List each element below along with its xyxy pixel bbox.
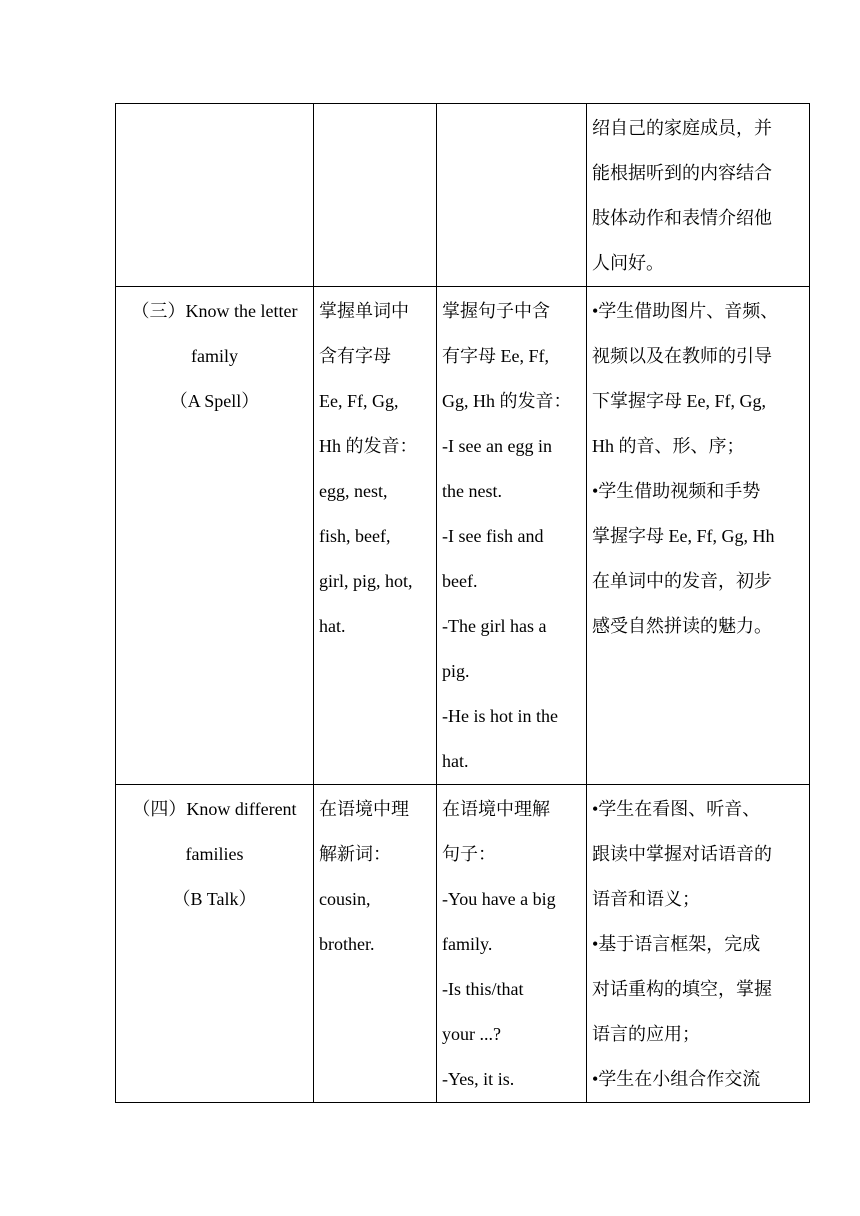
text-line: 肢体动作和表情介绍他: [592, 208, 772, 228]
text-line: your ...?: [442, 1024, 501, 1044]
text-line: -Is this/that: [442, 979, 524, 999]
text-line: •学生借助图片、音频、: [592, 301, 779, 321]
text-line: pig.: [442, 661, 470, 681]
text-line: the nest.: [442, 481, 502, 501]
text-line: 人问好。: [592, 253, 664, 273]
text-line: Gg, Hh 的发音：: [442, 391, 572, 411]
text-line: 解新词：: [319, 844, 391, 864]
stage-title: （三）Know the letter: [131, 301, 298, 321]
text-line: •学生在看图、听音、: [592, 799, 761, 819]
stage-subtitle: （A Spell）: [169, 391, 260, 411]
text-line: •学生借助视频和手势: [592, 481, 761, 501]
stage-title: family: [191, 346, 238, 366]
word-goal-cell: [314, 104, 437, 287]
table-row: [116, 785, 810, 1103]
text-line: Hh 的音、形、序；: [592, 436, 745, 456]
activity-cell: [587, 785, 810, 1103]
text-line: Hh 的发音：: [319, 436, 418, 456]
text-line: -I see fish and: [442, 526, 544, 546]
text-line: beef.: [442, 571, 478, 591]
text-line: 下掌握字母 Ee, Ff, Gg,: [592, 391, 766, 411]
text-line: hat.: [319, 616, 346, 636]
stage-cell: [116, 287, 314, 785]
text-line: 掌握字母 Ee, Ff, Gg, Hh: [592, 526, 775, 546]
text-line: 掌握单词中: [319, 301, 409, 321]
sentence-goal-cell: [437, 104, 587, 287]
text-line: 有字母 Ee, Ff,: [442, 346, 549, 366]
text-line: Ee, Ff, Gg,: [319, 391, 399, 411]
stage-cell: [116, 785, 314, 1103]
text-line: fish, beef,: [319, 526, 391, 546]
text-line: 能根据听到的内容结合: [592, 163, 772, 183]
text-line: 感受自然拼读的魅力。: [592, 616, 772, 636]
table-row: [116, 287, 810, 785]
word-goal-cell: [314, 287, 437, 785]
sentence-goal-cell: [437, 785, 587, 1103]
text-line: egg, nest,: [319, 481, 388, 501]
sentence-goal-cell: [437, 287, 587, 785]
text-line: 在语境中理解: [442, 799, 550, 819]
activity-cell: [587, 287, 810, 785]
stage-subtitle: （B Talk）: [172, 889, 257, 909]
text-line: girl, pig, hot,: [319, 571, 413, 591]
stage-title: families: [185, 844, 244, 864]
text-line: 掌握句子中含: [442, 301, 550, 321]
word-goal-cell: [314, 785, 437, 1103]
text-line: 绍自己的家庭成员，并: [592, 118, 772, 138]
text-line: hat.: [442, 751, 469, 771]
stage-cell: [116, 104, 314, 287]
text-line: 在单词中的发音，初步: [592, 571, 772, 591]
text-line: 视频以及在教师的引导: [592, 346, 772, 366]
text-line: -I see an egg in: [442, 436, 552, 456]
text-line: 跟读中掌握对话语音的: [592, 844, 772, 864]
text-line: 含有字母: [319, 346, 391, 366]
text-line: family.: [442, 934, 493, 954]
text-line: -The girl has a: [442, 616, 547, 636]
text-line: •学生在小组合作交流: [592, 1069, 761, 1089]
text-line: 在语境中理: [319, 799, 409, 819]
text-line: 语音和语义；: [592, 889, 700, 909]
text-line: •基于语言框架，完成: [592, 934, 761, 954]
stage-title: （四）Know different: [132, 799, 297, 819]
text-line: -Yes, it is.: [442, 1069, 515, 1089]
text-line: 对话重构的填空，掌握: [592, 979, 772, 999]
text-line: 语言的应用；: [592, 1024, 700, 1044]
text-line: -You have a big: [442, 889, 556, 909]
text-line: 句子：: [442, 844, 496, 864]
text-line: -He is hot in the: [442, 706, 558, 726]
activity-cell: [587, 104, 810, 287]
text-line: cousin,: [319, 889, 371, 909]
lesson-plan-table: [115, 103, 810, 1103]
table-row: [116, 104, 810, 287]
text-line: brother.: [319, 934, 375, 954]
